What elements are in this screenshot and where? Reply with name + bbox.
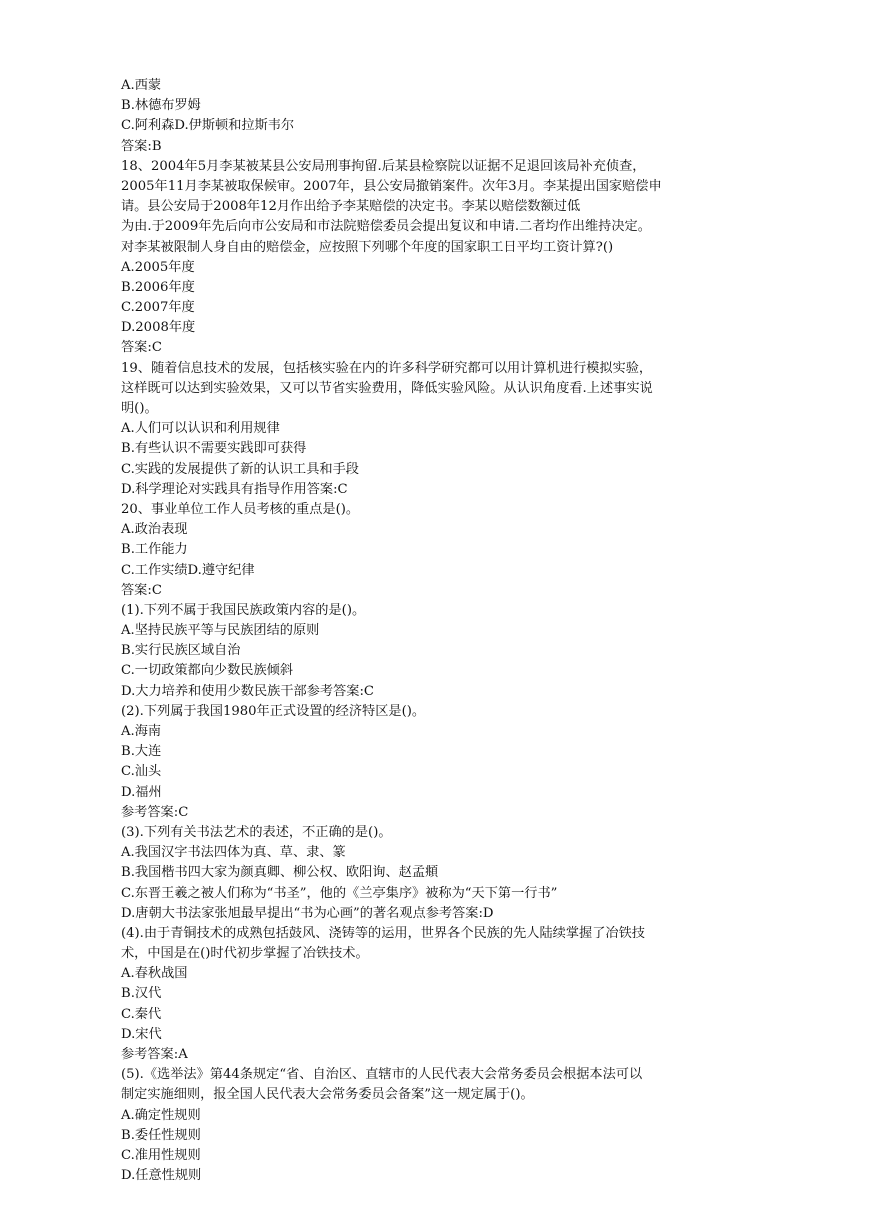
text-line: A.海南 xyxy=(121,724,162,739)
text-line: A.确定性规则 xyxy=(121,1107,201,1123)
text-line: 这样既可以达到实验效果，又可以节省实验费用，降低实验风险。从认识角度看.上述事实说 xyxy=(121,380,653,396)
text-line: C.东晋王羲之被人们称为“书圣”，他的《兰亭集序》被称为“天下第一行书” xyxy=(121,885,558,901)
text-line: A.西蒙 xyxy=(121,78,162,93)
text-line: C.汕头 xyxy=(121,764,162,780)
text-line: (3).下列有关书法艺术的表述，不正确的是()。 xyxy=(121,824,392,840)
document-body xyxy=(121,76,761,1186)
text-line: B.我国楷书四大家为颜真卿、柳公权、欧阳询、赵孟頫 xyxy=(121,865,439,881)
text-line: C.工作实绩D.遵守纪律 xyxy=(121,562,255,578)
text-line: B.工作能力 xyxy=(121,542,188,558)
text-line: A.人们可以认识和利用规律 xyxy=(121,421,280,437)
text-line: 对李某被限制人身自由的赔偿金，应按照下列哪个年度的国家职工日平均工资计算?() xyxy=(121,239,614,255)
text-line: 19、随着信息技术的发展，包括核实验在内的许多科学研究都可以用计算机进行模拟实验， xyxy=(121,360,653,376)
text-line: 为由.于2009年先后向市公安局和市法院赔偿委员会提出复议和申请.二者均作出维持决定。 xyxy=(121,219,651,235)
text-line: C.秦代 xyxy=(121,1006,162,1022)
text-line: D.科学理论对实践具有指导作用答案:C xyxy=(121,481,348,497)
text-line: C.实践的发展提供了新的认识工具和手段 xyxy=(121,461,359,477)
text-line: B.林德布罗姆 xyxy=(121,98,201,114)
text-line: B.2006年度 xyxy=(121,279,195,295)
text-line: A.坚持民族平等与民族团结的原则 xyxy=(121,623,320,639)
text-line: 制定实施细则，报全国人民代表大会常务委员会备案”这一规定属于()。 xyxy=(121,1087,534,1103)
text-line: D.宋代 xyxy=(121,1026,162,1042)
text-line: (2).下列属于我国1980年正式设置的经济特区是()。 xyxy=(121,703,426,719)
text-line: D.唐朝大书法家张旭最早提出“书为心画”的著名观点参考答案:D xyxy=(121,905,494,921)
text-line: B.有些认识不需要实践即可获得 xyxy=(121,441,307,457)
text-line: C.阿利森D.伊斯顿和拉斯韦尔 xyxy=(121,118,295,134)
text-line: 答案:C xyxy=(121,582,162,598)
text-line: (1).下列不属于我国民族政策内容的是()。 xyxy=(121,602,366,618)
text-line: A.政治表现 xyxy=(121,522,188,538)
text-line: A.春秋战国 xyxy=(121,966,188,982)
text-line: B.实行民族区域自治 xyxy=(121,643,241,659)
text-line: 2005年11月李某被取保候审。2007年，县公安局撤销案件。次年3月。李某提出国家赔偿申 xyxy=(121,178,662,194)
text-line: B.大连 xyxy=(121,744,162,760)
text-line: 答案:B xyxy=(121,138,162,154)
text-line: 答案:C xyxy=(121,340,162,356)
text-line: 请。县公安局于2008年12月作出给予李某赔偿的决定书。李某以赔偿数额过低 xyxy=(121,199,581,215)
text-line: 参考答案:C xyxy=(121,804,189,820)
text-line: D.任意性规则 xyxy=(121,1168,202,1184)
text-line: D.福州 xyxy=(121,784,162,800)
text-line: D.2008年度 xyxy=(121,320,196,336)
text-line: (5).《选举法》第44条规定“省、自治区、直辖市的人民代表大会常务委员会根据本法可以 xyxy=(121,1067,643,1083)
text-line: D.大力培养和使用少数民族干部参考答案:C xyxy=(121,683,375,699)
text-line: (4).由于青铜技术的成熟包括鼓风、浇铸等的运用，世界各个民族的先人陆续掌握了冶铁技 xyxy=(121,925,645,941)
text-line: C.一切政策都向少数民族倾斜 xyxy=(121,663,294,679)
text-line: 18、2004年5月李某被某县公安局刑事拘留.后某县检察院以证据不足退回该局补充侦查， xyxy=(121,158,646,174)
text-line: A.2005年度 xyxy=(121,259,195,275)
text-line: C.准用性规则 xyxy=(121,1147,201,1163)
text-line: 明()。 xyxy=(121,401,158,416)
text-line: C.2007年度 xyxy=(121,300,195,316)
text-line: B.汉代 xyxy=(121,986,162,1002)
text-line: 20、事业单位工作人员考核的重点是()。 xyxy=(121,501,360,517)
text-line: 参考答案:A xyxy=(121,1047,188,1062)
text-line: 术，中国是在()时代初步掌握了冶铁技术。 xyxy=(121,946,369,962)
text-line: B.委任性规则 xyxy=(121,1127,201,1143)
text-line: A.我国汉字书法四体为真、草、隶、篆 xyxy=(121,845,346,861)
